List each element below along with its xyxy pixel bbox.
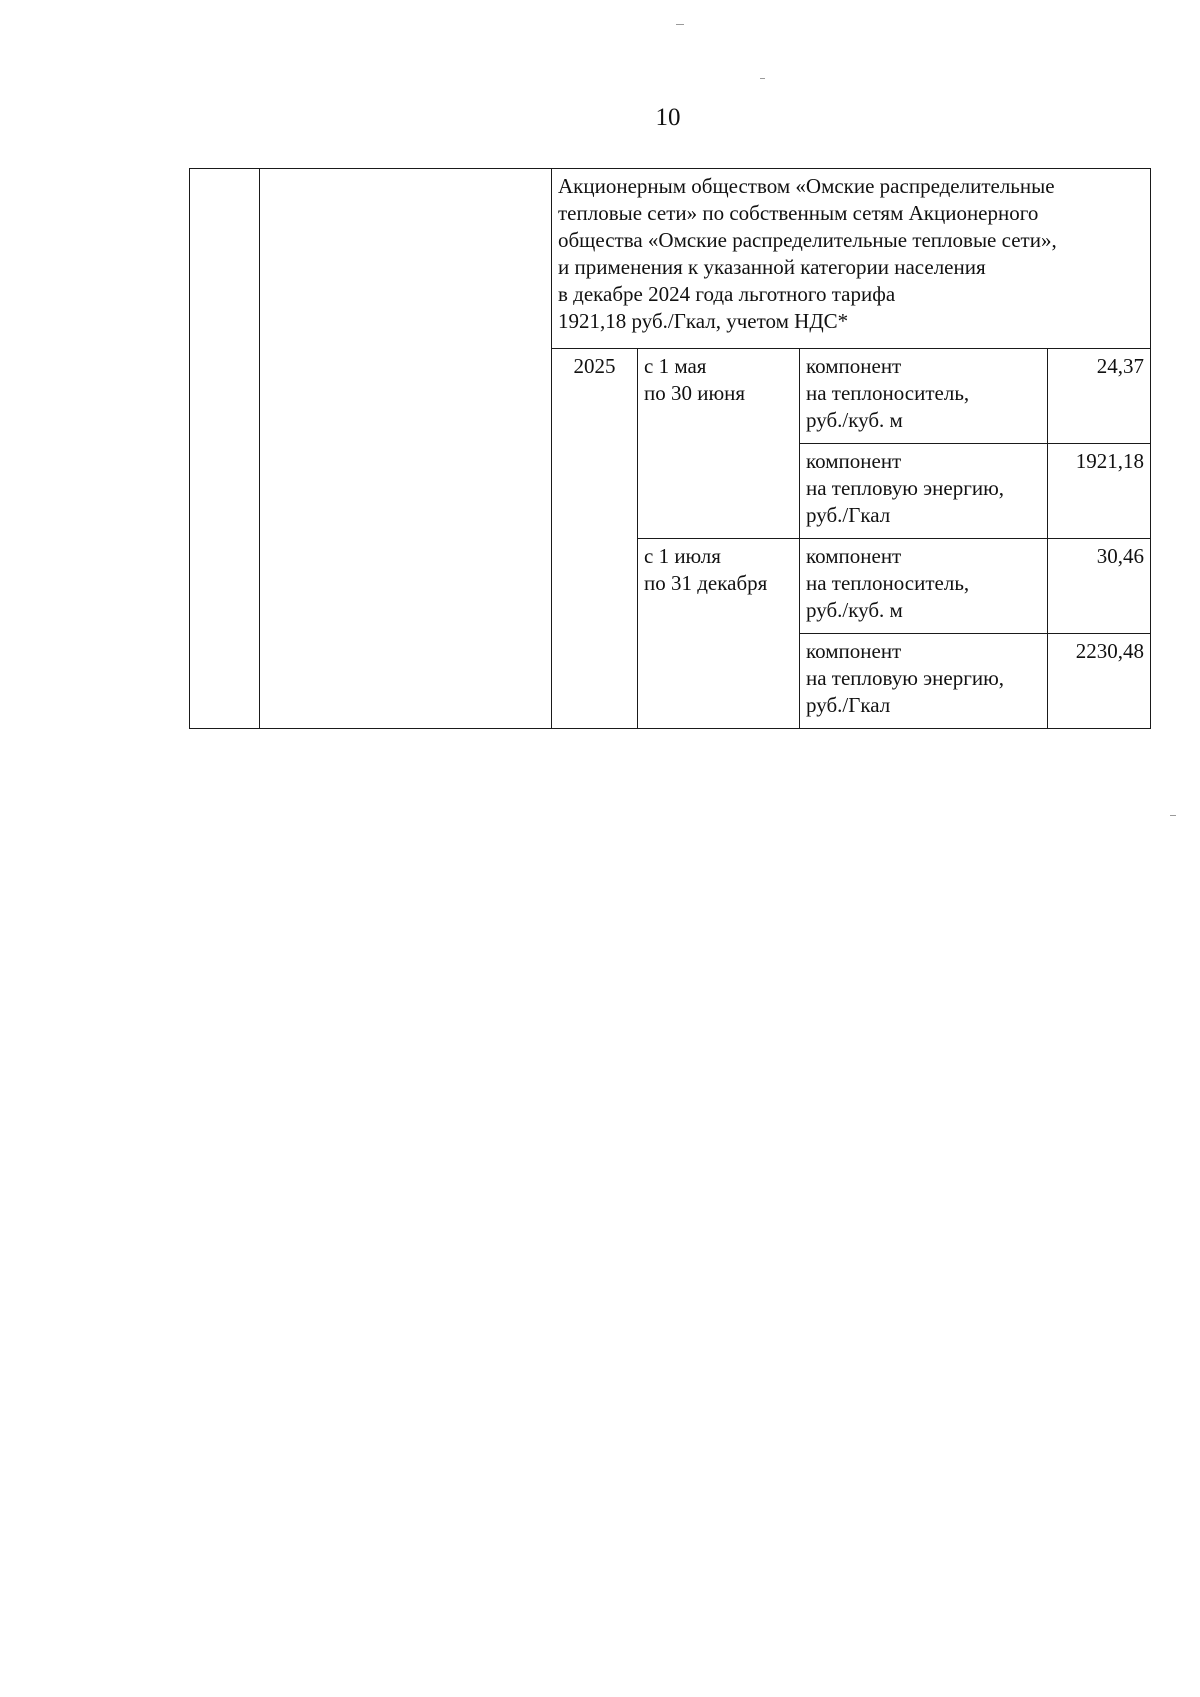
description-line: в декабре 2024 года льготного тарифа: [558, 282, 896, 306]
table-row: [190, 169, 1151, 349]
component-line: руб./Гкал: [806, 503, 891, 527]
period-line: с 1 июля: [644, 544, 721, 568]
description-line: Акционерным обществом «Омские распределительные: [558, 174, 1055, 198]
scan-speck: [1170, 815, 1176, 816]
component-line: компонент: [806, 544, 902, 568]
category-cell: [260, 169, 552, 729]
description-cell: [552, 169, 1151, 349]
component-line: компонент: [806, 354, 902, 378]
component-line: компонент: [806, 639, 902, 663]
page-number: 10: [655, 104, 681, 131]
component-line: на теплоноситель,: [806, 571, 970, 595]
year-cell: 2025: [552, 349, 638, 729]
component-line: руб./Гкал: [806, 693, 891, 717]
description-line: 1921,18 руб./Гкал, учетом НДС*: [558, 309, 849, 333]
scan-speck: [676, 24, 684, 25]
period-line: по 31 декабря: [644, 571, 768, 595]
component-line: руб./куб. м: [806, 408, 903, 432]
period-line: с 1 мая: [644, 354, 707, 378]
tariff-table: [189, 168, 1151, 729]
value-cell: 1921,18: [1048, 444, 1151, 539]
description-line: общества «Омские распределительные тепловые сети»,: [558, 228, 1057, 252]
component-line: на теплоноситель,: [806, 381, 970, 405]
value-cell: 24,37: [1048, 349, 1151, 444]
component-cell: [800, 634, 1048, 729]
component-line: на тепловую энергию,: [806, 476, 1005, 500]
component-cell: [800, 539, 1048, 634]
value-cell: 2230,48: [1048, 634, 1151, 729]
component-line: на тепловую энергию,: [806, 666, 1005, 690]
component-line: компонент: [806, 449, 902, 473]
component-cell: [800, 349, 1048, 444]
component-cell: [800, 444, 1048, 539]
component-line: руб./куб. м: [806, 598, 903, 622]
scan-speck: [760, 78, 765, 79]
description-line: тепловые сети» по собственным сетям Акционерного: [558, 201, 1039, 225]
period-cell: [638, 349, 800, 539]
description-line: и применения к указанной категории населения: [558, 255, 986, 279]
period-line: по 30 июня: [644, 381, 746, 405]
value-cell: 30,46: [1048, 539, 1151, 634]
period-cell: [638, 539, 800, 729]
row-number-cell: [190, 169, 260, 729]
